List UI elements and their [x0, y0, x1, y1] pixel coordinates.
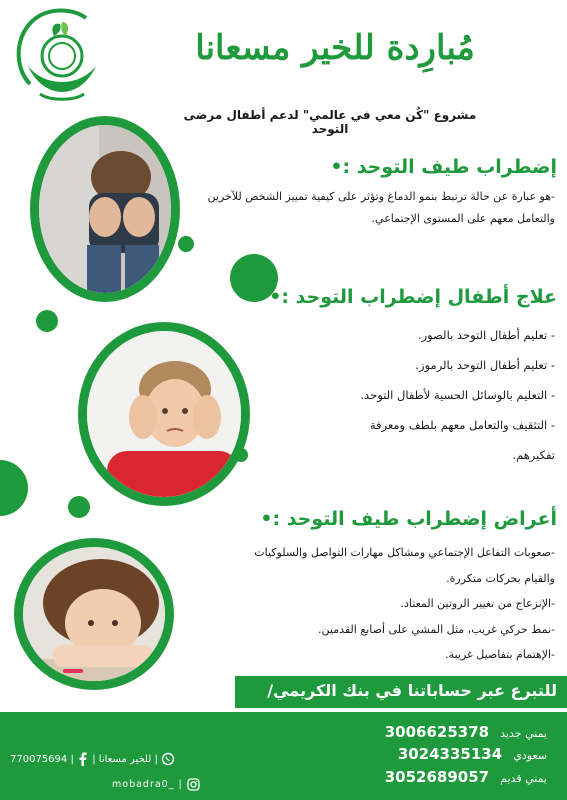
- list-item: والقيام بحركات متكررة.: [446, 571, 555, 585]
- section-text-definition: -هو عبارة عن حالة ترتبط بنمو الدماغ وتؤثر على كيفية تمييز الشخص للآخرين والتعامل معهم على المستوى الإجتماعي.: [207, 190, 555, 225]
- decorative-dot: [0, 460, 28, 516]
- list-item: -الإنزعاج من تغيير الروتين المعتاد.: [400, 597, 555, 610]
- section-heading-text: أعراض إضطراب طيف التوحد :: [272, 508, 557, 530]
- separator: |: [92, 754, 96, 765]
- instagram-handle: mobadra0_: [112, 779, 175, 790]
- bullet-icon: •: [260, 508, 273, 530]
- facebook-page-name: للخير مسعانا: [98, 754, 152, 765]
- logo-hands-globe-icon: [10, 6, 108, 106]
- photo-girl-head-on-table: [14, 538, 174, 690]
- instagram-row: [112, 778, 200, 791]
- treatment-list: [265, 320, 555, 470]
- decorative-dot: [36, 310, 58, 332]
- bullet-icon: •: [269, 286, 282, 308]
- list-item: - التثقيف والتعامل معهم بلطف ومعرفة: [369, 418, 555, 432]
- account-row: [385, 767, 547, 786]
- section-heading-treatment: [269, 286, 557, 308]
- symptoms-list: [155, 540, 555, 668]
- list-item: - التعليم بالوسائل الحسية لأطفال التوحد.: [360, 388, 555, 402]
- child-head-down-illustration: [39, 125, 180, 302]
- account-number: 3052689057: [384, 768, 490, 786]
- photo-child-head-down: [30, 116, 180, 302]
- list-item: تفكيرهم.: [512, 448, 555, 462]
- list-item: - تعليم أطفال التوحد بالصور.: [417, 328, 555, 342]
- girl-head-on-table-illustration: [23, 547, 174, 690]
- facebook-icon[interactable]: [77, 752, 89, 766]
- account-row: [385, 722, 547, 741]
- account-currency: سعودي: [513, 749, 547, 762]
- decorative-dot: [178, 236, 194, 252]
- donate-label: للتبرع عبر حساباتنا في بنك الكريمي/: [267, 681, 557, 700]
- boy-covering-ears-illustration: [87, 331, 250, 506]
- section-heading-text: إضطراب طيف التوحد :: [342, 156, 557, 178]
- separator: |: [154, 754, 158, 765]
- whatsapp-icon[interactable]: [161, 752, 175, 766]
- list-item: -نمط حركي غريب، مثل المشي على أصابع القدمين.: [318, 622, 555, 636]
- account-row: [398, 744, 547, 763]
- social-row: [10, 752, 175, 766]
- list-item: -الإهتمام بتفاصيل غريبة.: [445, 648, 555, 661]
- account-number: 3006625378: [384, 723, 490, 741]
- account-number: 3024335134: [397, 745, 503, 763]
- section-heading-symptoms: [260, 508, 557, 530]
- account-currency: يمني قديم: [500, 772, 547, 785]
- photo-boy-covering-ears: [78, 322, 250, 506]
- separator: |: [70, 754, 74, 765]
- bullet-icon: •: [330, 156, 343, 178]
- list-item: - تعليم أطفال التوحد بالرموز.: [415, 358, 555, 372]
- account-currency: يمني جديد: [500, 727, 547, 740]
- separator: |: [178, 779, 183, 790]
- page-title: مُبارِدة للخير مسعانا: [195, 28, 475, 68]
- instagram-icon[interactable]: [187, 778, 200, 791]
- list-item: -صعوبات التفاعل الإجتماعي ومشاكل مهارات التواصل والسلوكيات: [254, 546, 555, 559]
- project-subtitle: مشروع "كُن معي في عالمي" لدعم أطفال مرضى التوحد: [183, 108, 477, 136]
- whatsapp-number: 770075694: [10, 754, 68, 765]
- decorative-dot: [68, 496, 90, 518]
- section-heading-text: علاج أطفال إضطراب التوحد :: [281, 286, 557, 308]
- section-heading-definition: [330, 156, 557, 178]
